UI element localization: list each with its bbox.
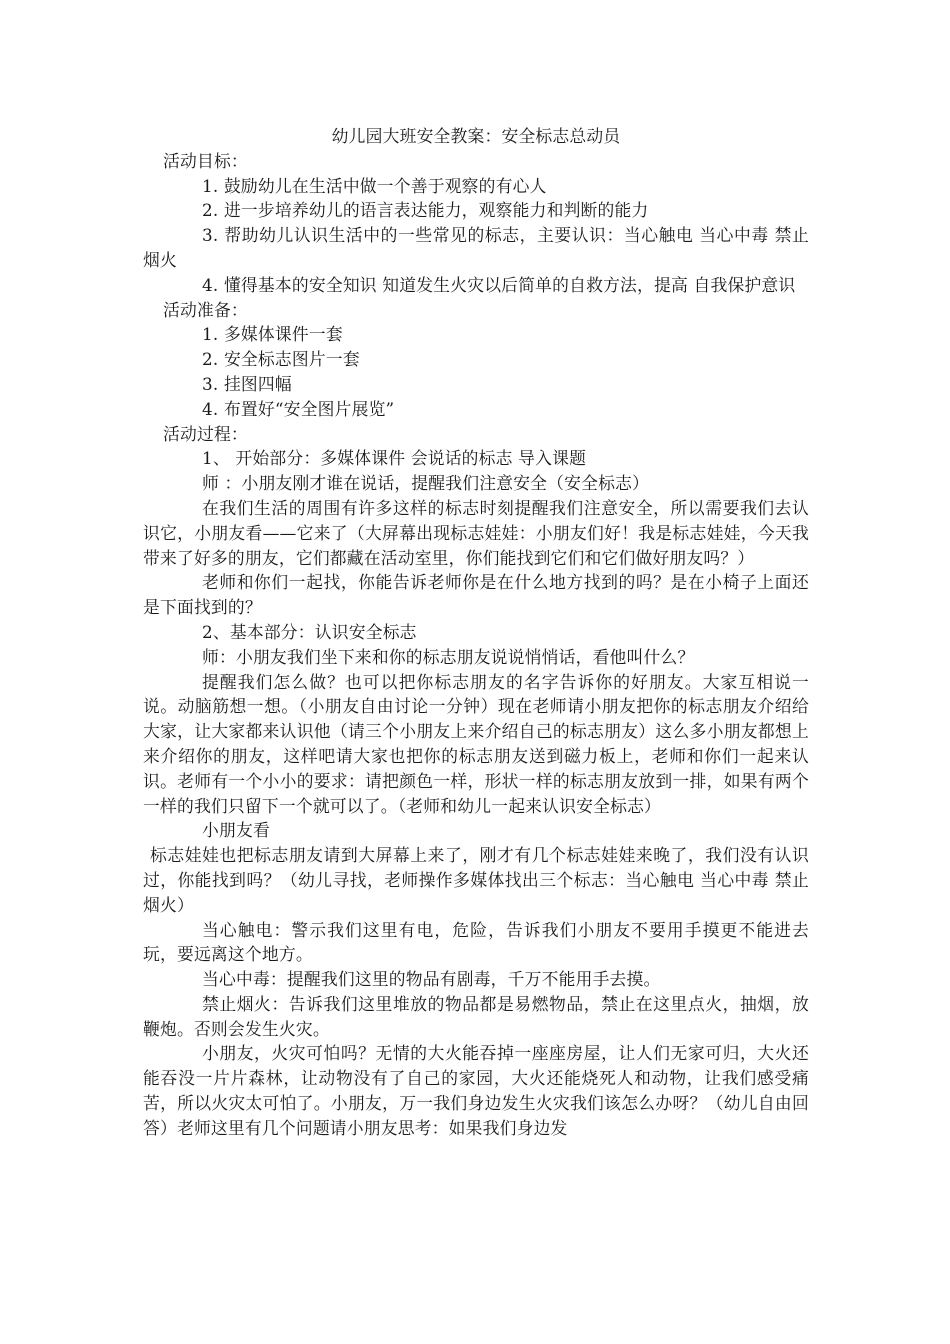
list-item: 1、 开始部分：多媒体课件 会说话的标志 导入课题 — [202, 448, 587, 469]
list-item: 1. 鼓励幼儿在生活中做一个善于观察的有心人 — [202, 175, 547, 196]
list-item: 2. 安全标志图片一套 — [202, 349, 360, 370]
section-heading: 活动目标： — [163, 150, 248, 171]
body-paragraph: 禁止烟火：告诉我们这里堆放的物品都是易燃物品，禁止在这里点火，抽烟，放鞭炮。否则会发生火灾。 — [143, 993, 809, 1039]
body-paragraph: 当心中毒：提醒我们这里的物品有剧毒，千万不能用手去摸。 — [202, 969, 661, 990]
section-heading: 活动准备： — [163, 299, 248, 320]
list-item: 师 ：小朋友刚才谁在说话，提醒我们注意安全（安全标志） — [202, 473, 650, 494]
list-item: 小朋友看 — [202, 820, 270, 841]
document-paragraphs — [143, 149, 809, 1141]
document-body — [143, 124, 809, 1141]
list-item: 3. 挂图四幅 — [202, 373, 292, 394]
body-paragraph: 在我们生活的周围有许多这样的标志时刻提醒我们注意安全，所以需要我们去认识它，小朋友看——它来了（大屏幕出现标志娃娃：小朋友们好！我是标志娃娃，今天我带来了好多的朋友，它们都藏在活动室里，你们能找到它们和它们做好朋友吗？） — [143, 497, 809, 568]
list-item: 3. 帮助幼儿认识生活中的一些常见的标志，主要认识：当心触电 当心中毒 禁止烟火 — [143, 225, 809, 270]
list-item: 4. 懂得基本的安全知识 知道发生火灾以后简单的自救方法，提高 自我保护意识 — [202, 274, 796, 295]
body-paragraph: 当心触电：警示我们这里有电，危险，告诉我们小朋友不要用手摸更不能进去玩，要远离这个地方。 — [143, 919, 809, 965]
document-title: 幼儿园大班安全教案：安全标志总动员 — [331, 126, 621, 146]
list-item: 2. 进一步培养幼儿的语言表达能力，观察能力和判断的能力 — [202, 200, 649, 221]
body-paragraph: 老师和你们一起找，你能告诉老师你是在什么地方找到的吗？是在小椅子上面还是下面找到的？ — [143, 572, 809, 618]
section-heading: 活动过程： — [163, 423, 248, 444]
list-item: 师：小朋友我们坐下来和你的标志朋友说说悄悄话，看他叫什么？ — [202, 646, 695, 667]
body-paragraph: 提醒我们怎么做？也可以把你标志朋友的名字告诉你的好朋友。大家互相说一说。动脑筋想一想。（小朋友自由讨论一分钟）现在老师请小朋友把你的标志朋友介绍给大家，让大家都来认识他（请三个小朋友上来介绍自己的标志朋友）这么多小朋友都想上来介绍你的朋友，这样吧请大家也把你的标志朋友送到磁力板上，老师和你们一起来认识。老师有一个小小的要求：请把颜色一样，形状一样的标志朋友放到一排，如果有两个一样的我们只留下一个就可以了。（老师和幼儿一起来认识安全标志） — [143, 671, 809, 816]
list-item: 2、基本部分：认识安全标志 — [202, 621, 417, 642]
body-paragraph: 标志娃娃也把标志朋友请到大屏幕上来了，刚才有几个标志娃娃来晚了，我们没有认识过，你能找到吗？（幼儿寻找，老师操作多媒体找出三个标志：当心触电 当心中毒 禁止烟火） — [143, 845, 809, 915]
body-paragraph: 小朋友，火灾可怕吗？无情的大火能吞掉一座座房屋，让人们无家可归，大火还能吞没一片片森林，让动物没有了自己的家园，大火还能烧死人和动物，让我们感受痛苦，所以火灾太可怕了。小朋友，万一我们身边发生火灾我们该怎么办呀？（幼儿自由回答）老师这里有几个问题请小朋友思考：如果我们身边发 — [143, 1043, 809, 1138]
list-item: 4. 布置好“安全图片展览” — [202, 398, 395, 419]
list-item: 1. 多媒体课件一套 — [202, 324, 343, 345]
